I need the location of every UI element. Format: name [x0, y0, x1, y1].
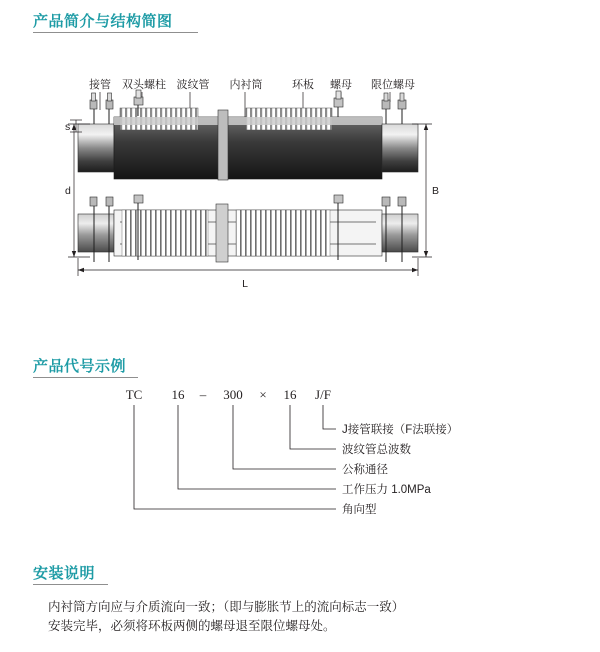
install-note-line-1: 内衬筒方向应与介质流向一致；（即与膨胀节上的流向标志一致） [48, 600, 405, 614]
code-desc-type: 角向型 [342, 504, 377, 516]
section-title-install: 安装说明 [33, 565, 96, 582]
install-note-line-2: 安装完毕，必须将环板两侧的螺母退至限位螺母处。 [48, 619, 336, 633]
code-desc-pressure: 工作压力 1.0MPa [342, 484, 431, 496]
diagram-label-nut: 螺母 [330, 79, 352, 91]
code-desc-connection: J接管联接（F法联接） [342, 424, 459, 436]
diagram-label-inner-sleeve: 内衬筒 [229, 79, 263, 91]
dimension-label-B: B [432, 185, 440, 197]
section-divider-3 [33, 584, 108, 585]
section-title-code-example: 产品代号示例 [33, 358, 127, 375]
diagram-label-connector: 接管 [89, 79, 111, 91]
install-notes [48, 598, 568, 636]
diagram-label-double-stud: 双头螺柱 [122, 79, 166, 91]
code-token-waves: 16 [283, 387, 297, 402]
product-code-breakdown [120, 385, 540, 535]
code-token-dash: – [199, 387, 207, 402]
diagram-label-limit-nut: 限位螺母 [371, 79, 415, 91]
dimension-label-d: d [65, 185, 71, 197]
structure-diagram [60, 62, 530, 287]
section-divider-1 [33, 32, 198, 33]
code-desc-waves: 波纹管总波数 [342, 444, 411, 456]
code-token-diameter: 300 [223, 387, 243, 402]
diagram-label-bellows: 波纹管 [176, 79, 210, 91]
section-title-structure: 产品简介与结构简图 [33, 13, 173, 30]
code-desc-diameter: 公称通径 [342, 464, 388, 476]
dimension-label-L: L [242, 278, 248, 287]
code-token-type: TC [125, 387, 143, 402]
dimension-label-s: s [65, 121, 71, 133]
diagram-label-ring-plate: 环板 [292, 79, 314, 91]
code-token-pressure: 16 [171, 387, 185, 402]
code-token-times: × [259, 387, 267, 402]
code-token-connection: J/F [315, 387, 331, 402]
section-divider-2 [33, 377, 138, 378]
